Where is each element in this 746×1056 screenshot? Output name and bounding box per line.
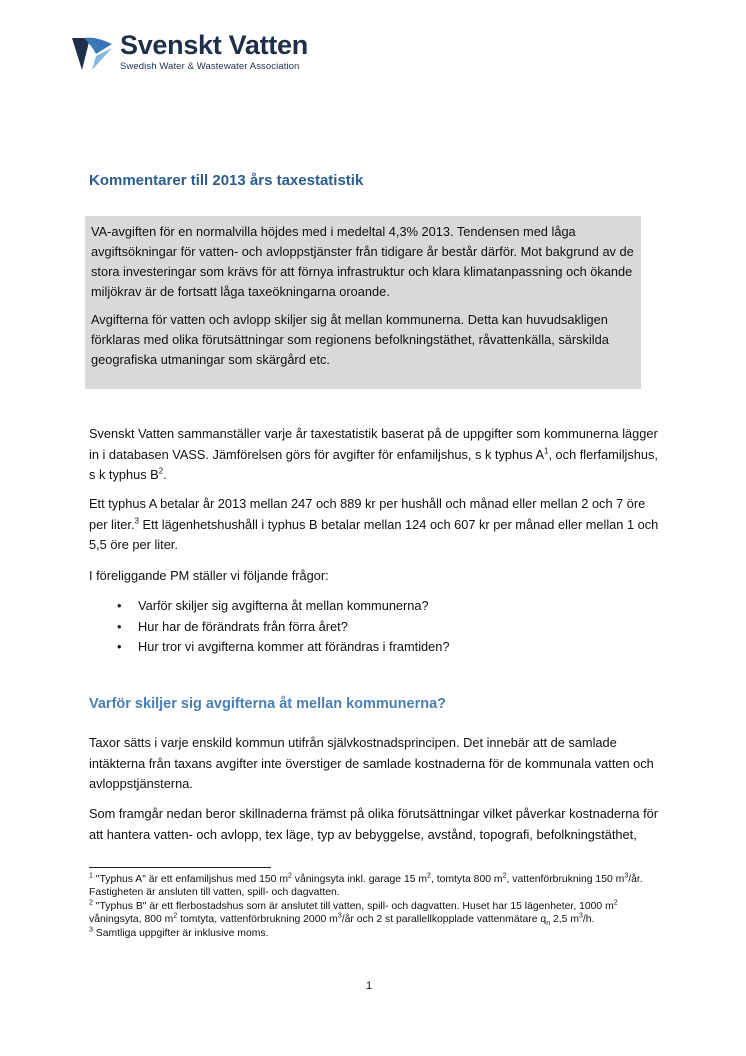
footnote-divider [89, 867, 271, 868]
logo-name: Svenskt Vatten [120, 30, 308, 60]
footnote-ref-3[interactable]: 3 [134, 516, 139, 526]
logo-subtitle: Swedish Water & Wastewater Association [120, 61, 300, 72]
footnote-ref-1[interactable]: 1 [543, 446, 549, 456]
footnote-ref-2[interactable]: 2 [158, 466, 164, 476]
section-heading: Varför skiljer sig avgifterna åt mellan kommunerna? [89, 696, 446, 712]
question-list [117, 596, 450, 658]
list-item: • Hur tror vi avgifterna kommer att förändras i framtiden? [117, 637, 450, 658]
footnotes [89, 873, 664, 941]
footnote-2: $^2$ "Typhus B" är ett flerbostadshus som är anslutet till vatten, spill- och dagvatten. Huset har 15 lägenheter, 1000 $m^2$ våningsyta, 800 $m^2$ tomtyta, vattenförbrukning 2000 $m^3/år$ och 2 st parallellkopplade vattenmätare $q_n$ 2,5 $m^3/h$. [89, 899, 618, 928]
page-number: 1 [366, 980, 373, 992]
summary-paragraph-1: VA-avgiften för en normalvilla höjdes med i medeltal 4,3% 2013. Tendensen med låga avgiftsökningar för vatten- och avloppstjänster från tidigare år består därför. Mot bakgrund av de stora investeringar som krävs för att förnya infrastruktur och klara klimatanpassning och ökande miljökrav är de fortsatt låga taxeökningarna oroande. [91, 224, 634, 299]
intro-paragraph-3: I föreliggande PM ställer vi följande frågor: [89, 568, 329, 583]
summary-paragraph-2: Avgifterna för vatten och avlopp skiljer sig åt mellan kommunerna. Detta kan huvudsakligen förklaras med olika förutsättningar som regionens befolkningstäthet, råvattenkälla, särskilda geografiska utmaningar som skärgård etc. [91, 312, 609, 367]
document-title: Kommentarer till 2013 års taxestatistik [89, 172, 364, 189]
water-drop-logo-icon [70, 32, 114, 72]
section-paragraph-2: Som framgår nedan beror skillnaderna främst på olika förutsättningar vilket påverkar kostnaderna för att hantera vatten- och avlopp, tex läge, typ av bebyggelse, avstånd, topografi, befolkningstäthet, [89, 806, 659, 842]
footnote-3: $^3$ Samtliga uppgifter är inklusive moms. [89, 926, 269, 939]
list-item: • Varför skiljer sig avgifterna åt mellan kommunerna? [117, 596, 450, 617]
intro-paragraph-1: Svenskt Vatten sammanställer varje år taxestatistik baserat på de uppgifter som kommunerna lägger in i databasen VASS. Jämförelsen görs för avgifter för enfamiljshus, s k typhus $A^1$, och flerfamiljshus, s k typhus $B^2$. [89, 426, 658, 482]
footnote-1: $^1$ "Typhus A" är ett enfamiljshus med 150 $m^2$ våningsyta inkl. garage 15 $m^2$, tomtyta 800 $m^2$, vattenförbrukning 150 $m^3/år$. Fastigheten är ansluten till vatten, spill- och dagvatten. [89, 872, 643, 898]
intro-paragraph-2: Ett typhus A betalar år 2013 mellan 247 och 889 kr per hushåll och månad eller mellan 2 och 7 öre per liter.$^3$ Ett lägenhetshushåll i typhus B betalar mellan 124 och 607 kr per månad eller mellan 1 och 5,5 öre per liter. [89, 496, 659, 552]
list-item: • Hur har de förändrats från förra året? [117, 617, 450, 638]
section-paragraph-1: Taxor sätts i varje enskild kommun utifrån självkostnadsprincipen. Det innebär att de samlade intäkterna från taxans avgifter inte överstiger de samlade kostnaderna för de kommunala vatten och avloppstjänsterna. [89, 735, 654, 791]
summary-box [85, 216, 641, 389]
svenskt-vatten-logo [70, 30, 308, 72]
